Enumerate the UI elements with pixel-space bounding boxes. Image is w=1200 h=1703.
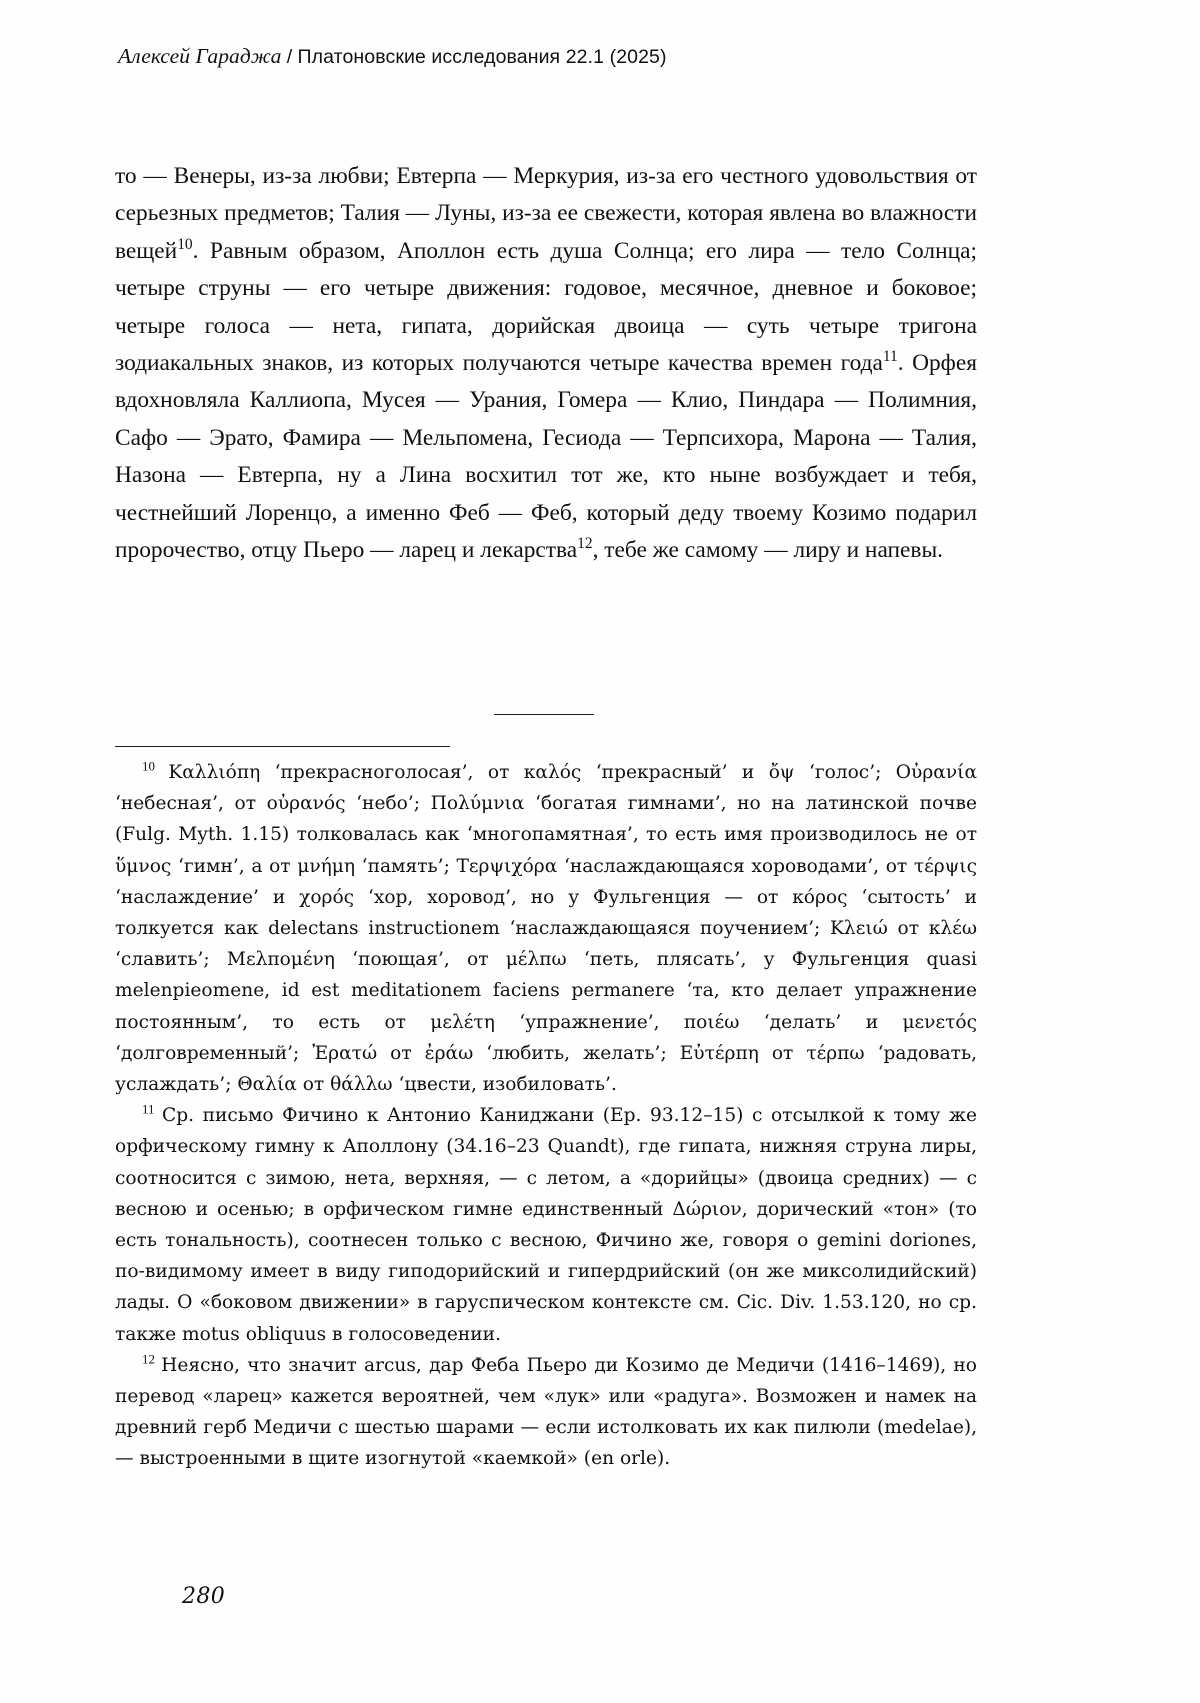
- body-paragraph-part-3: . Орфея вдохновляла Каллиопа, Мусея — Урания, Гомера — Клио, Пиндара — Полимния, Сафо — Эрато, Фамира — Мельпомена, Гесиода — Терпсихора, Марона — Талия, Назона — Евтерпа, ну а Лина восхитил тот же, кто ныне возбуждает и тебя, честнейший Лоренцо, а именно Феб — Феб, который деду твоему Козимо подарил пророчество, отцу Пьеро — ларец и лекарства: [115, 350, 977, 564]
- section-divider: [494, 714, 594, 715]
- body-text: [115, 158, 977, 569]
- footnote-text-11: Ср. письмо Фичино к Антонио Каниджани (Ep. 93.12–15) с отсылкой к тому же орфическому гимну к Аполлону (34.16–23 Quandt), где гипата, нижняя струна лиры, соотносится с зимою, нета, верхняя, — с летом, а «дорийцы» (двоица средних) — с весною и осенью; в орфическом гимне единственный Δώριον, дорический «тон» (то есть тональность), соотнесен только с весною, Фичино же, говоря о gemini doriones, по-видимому имеет в виду гиподорийский и гипердрийский (он же миксолидийский) лады. О «боковом движении» в гаруспическом контексте см. Cic. Div. 1.53.120, но ср. также motus obliquus в голосоведении.: [115, 1105, 977, 1345]
- running-head-separator: /: [286, 46, 293, 68]
- footnote-separator-rule: [115, 746, 450, 747]
- footnote-ref-11[interactable]: 11: [882, 348, 898, 366]
- body-paragraph-part-2: . Равным образом, Аполлон есть душа Солнца; его лира — тело Солнца; четыре струны — его четыре движения: годовое, месячное, дневное и боковое; четыре голоса — нета, гипата, дорийская двоица — суть четыре тригона зодиакальных знаков, из которых получаются четыре качества времен года: [115, 237, 977, 377]
- footnote-item: [115, 1100, 977, 1350]
- running-head-journal: Платоновские исследования 22.1 (2025): [297, 46, 667, 68]
- running-head: [118, 44, 1098, 69]
- page-number: 280: [182, 1584, 226, 1609]
- footnote-ref-10[interactable]: 10: [177, 236, 193, 254]
- body-paragraph: [115, 158, 977, 569]
- running-head-author: Алексей Гараджа: [118, 44, 282, 68]
- footnote-text-10: Καλλιόπη ‘прекрасноголосая’, от καλός ‘прекрасный’ и ὄψ ‘голос’; Οὐρανία ‘небесная’, от οὐρανός ‘небо’; Πολύμνια ‘богатая гимнами’, но на латинской почве (Fulg. Myth. 1.15) толковалась как ‘многопамятная’, то есть имя производилось не от ὕμνος ‘гимн’, а от μνήμη ‘память’; Τερψιχόρα ‘наслаждающаяся хороводами’, от τέρψις ‘наслаждение’ и χορός ‘хор, хоровод’, но у Фульгенция — от κόρος ‘сытость’ и толкуется как delectans instructionem ‘наслаждающаяся поучением’; Κλειώ от κλέω ‘славить’; Μελπομένη ‘поющая’, от μέλπω ‘петь, плясать’, у Фульгенция quasi melenpieomene, id est meditationem faciens permanere ‘та, кто делает упражнение постоянным’, то есть от μελέτη ‘упражнение’, ποιέω ‘делать’ и μενετός ‘долговременный’; Ἐρατώ от ἐράω ‘любить, желать’; Εὐτέρπη от τέρπω ‘радовать, услаждать’; Θαλία от θάλλω ‘цвести, изобиловать’.: [115, 762, 977, 1096]
- footnote-marker-10: 10: [142, 758, 155, 774]
- footnote-marker-12: 12: [142, 1351, 155, 1367]
- footnote-text-12: Неясно, что значит arcus, дар Феба Пьеро ди Козимо де Медичи (1416–1469), но перевод «ларец» кажется вероятней, чем «лук» или «радуга». Возможен и намек на древний герб Медичи с шестью шарами — если истолковать их как пилюли (medelae), — выстроенными в щите изогнутой «каемкой» (en orle).: [115, 1354, 978, 1470]
- body-paragraph-part-4: , тебе же самому — лиру и напевы.: [592, 537, 944, 564]
- footnote-marker-11: 11: [142, 1101, 155, 1117]
- body-paragraph-part-1: то — Венеры, из-за любви; Евтерпа — Меркурия, из-за его честного удовольствия от серьезных предметов; Талия — Луны, из-за ее свежести, которая явлена во влажности вещей: [115, 163, 977, 264]
- footnote-item: [115, 1350, 977, 1475]
- footnote-ref-12[interactable]: 12: [577, 535, 593, 553]
- footnote-item: [115, 757, 977, 1100]
- footnotes-block: [115, 757, 977, 1475]
